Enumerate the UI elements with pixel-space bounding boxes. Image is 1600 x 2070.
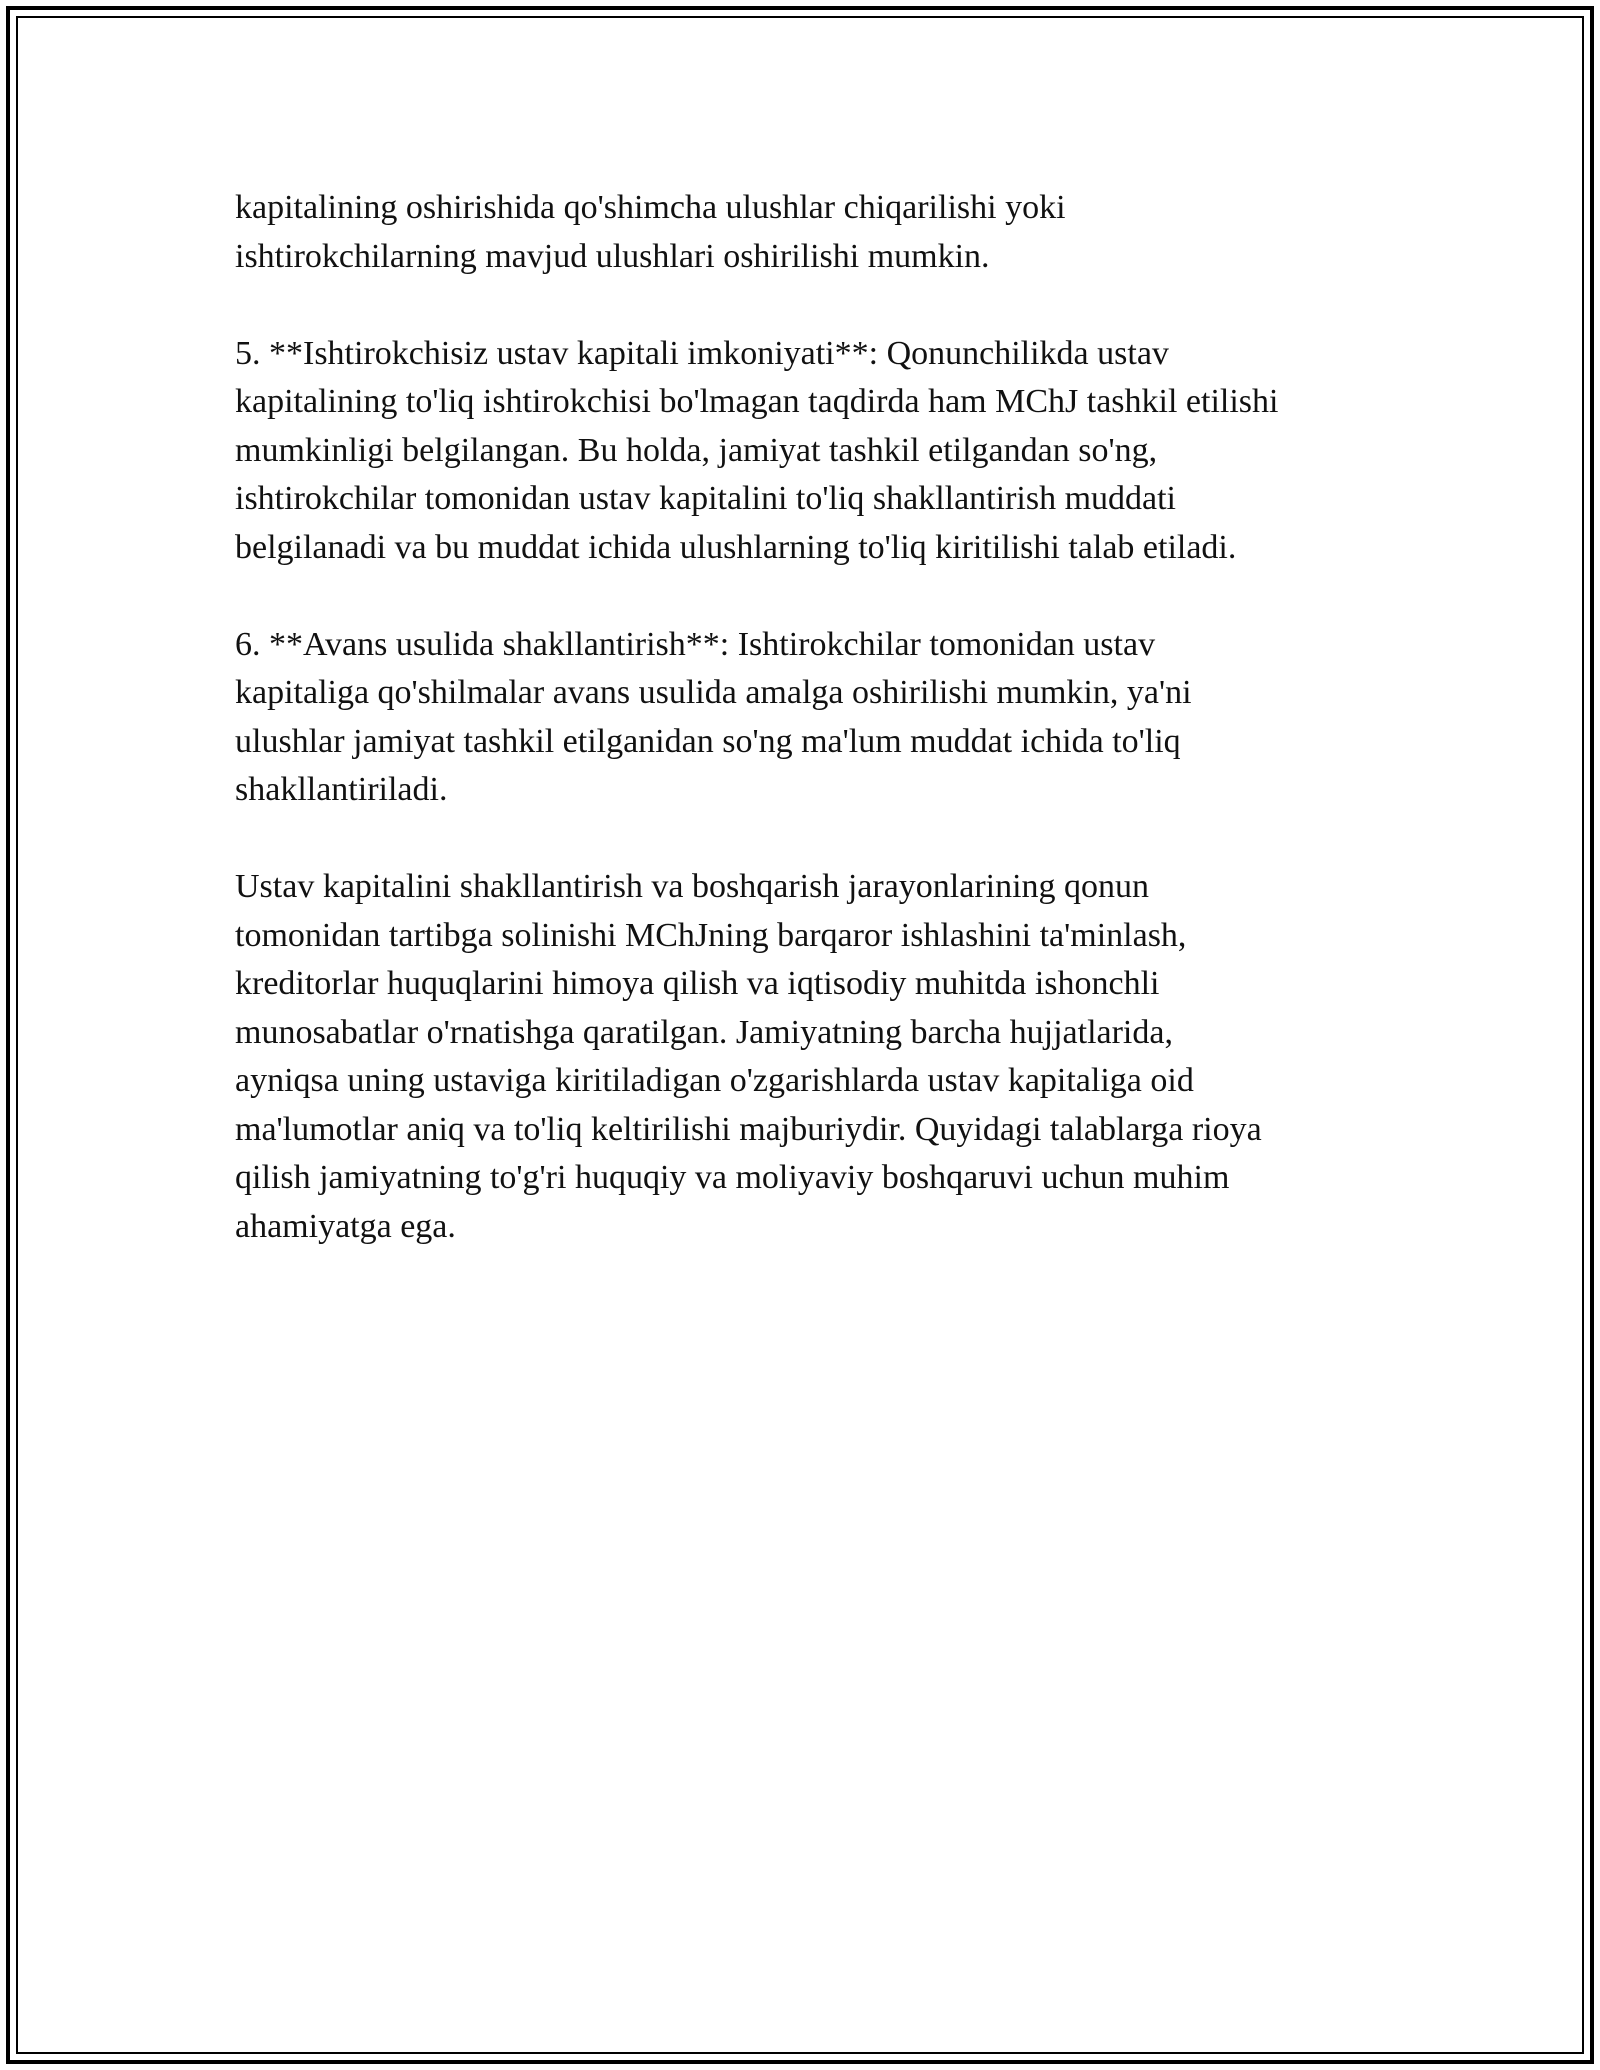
paragraph-capital-increase — [235, 184, 1375, 281]
text-line: kreditorlar huquqlarini himoya qilish va iqtisodiy muhitda ishonchli — [235, 965, 1160, 1002]
text-line: tomonidan tartibga solinishi MChJning barqaror ishlashini ta'minlash, — [235, 916, 1187, 954]
paragraph-conclusion — [235, 863, 1375, 1251]
text-line: ulushlar jamiyat tashkil etilganidan so'ng ma'lum muddat ichida to'liq — [235, 722, 1181, 760]
paragraph-item-5 — [235, 330, 1375, 573]
text-line: 5. **Ishtirokchisiz ustav kapitali imkoniyati**: Qonunchilikda ustav — [235, 334, 1169, 372]
text-line: ishtirokchilar tomonidan ustav kapitalini to'liq shakllantirish muddati — [235, 480, 1176, 517]
text-line: ahamiyatga ega. — [235, 1207, 456, 1245]
text-line: munosabatlar o'rnatishga qaratilgan. Jamiyatning barcha hujjatlarida, — [235, 1013, 1173, 1051]
text-line: Ustav kapitalini shakllantirish va boshqarish jarayonlarining qonun — [235, 868, 1150, 905]
text-line: ayniqsa uning ustaviga kiritiladigan o'zgarishlarda ustav kapitaliga oid — [235, 1062, 1194, 1099]
text-line: shakllantiriladi. — [235, 771, 448, 808]
document-body — [235, 184, 1375, 1300]
text-line: kapitalining oshirishida qo'shimcha ulushlar chiqarilishi yoki — [235, 189, 1066, 226]
text-line: ishtirokchilarning mavjud ulushlari oshirilishi mumkin. — [235, 237, 990, 275]
text-line: kapitaliga qo'shilmalar avans usulida amalga oshirilishi mumkin, ya'ni — [235, 674, 1192, 711]
text-line: mumkinligi belgilangan. Bu holda, jamiyat tashkil etilgandan so'ng, — [235, 431, 1158, 469]
text-line: belgilanadi va bu muddat ichida ulushlarning to'liq kiritilishi talab etiladi. — [235, 528, 1237, 566]
text-line: ma'lumotlar aniq va to'liq keltirilishi majburiydir. Quyidagi talablarga rioya — [235, 1110, 1262, 1148]
text-line: kapitalining to'liq ishtirokchisi bo'lmagan taqdirda ham MChJ tashkil etilishi — [235, 383, 1279, 420]
text-line: 6. **Avans usulida shakllantirish**: Ishtirokchilar tomonidan ustav — [235, 625, 1156, 663]
text-line: qilish jamiyatning to'g'ri huquqiy va moliyaviy boshqaruvi uchun muhim — [235, 1159, 1230, 1196]
paragraph-item-6 — [235, 621, 1375, 815]
